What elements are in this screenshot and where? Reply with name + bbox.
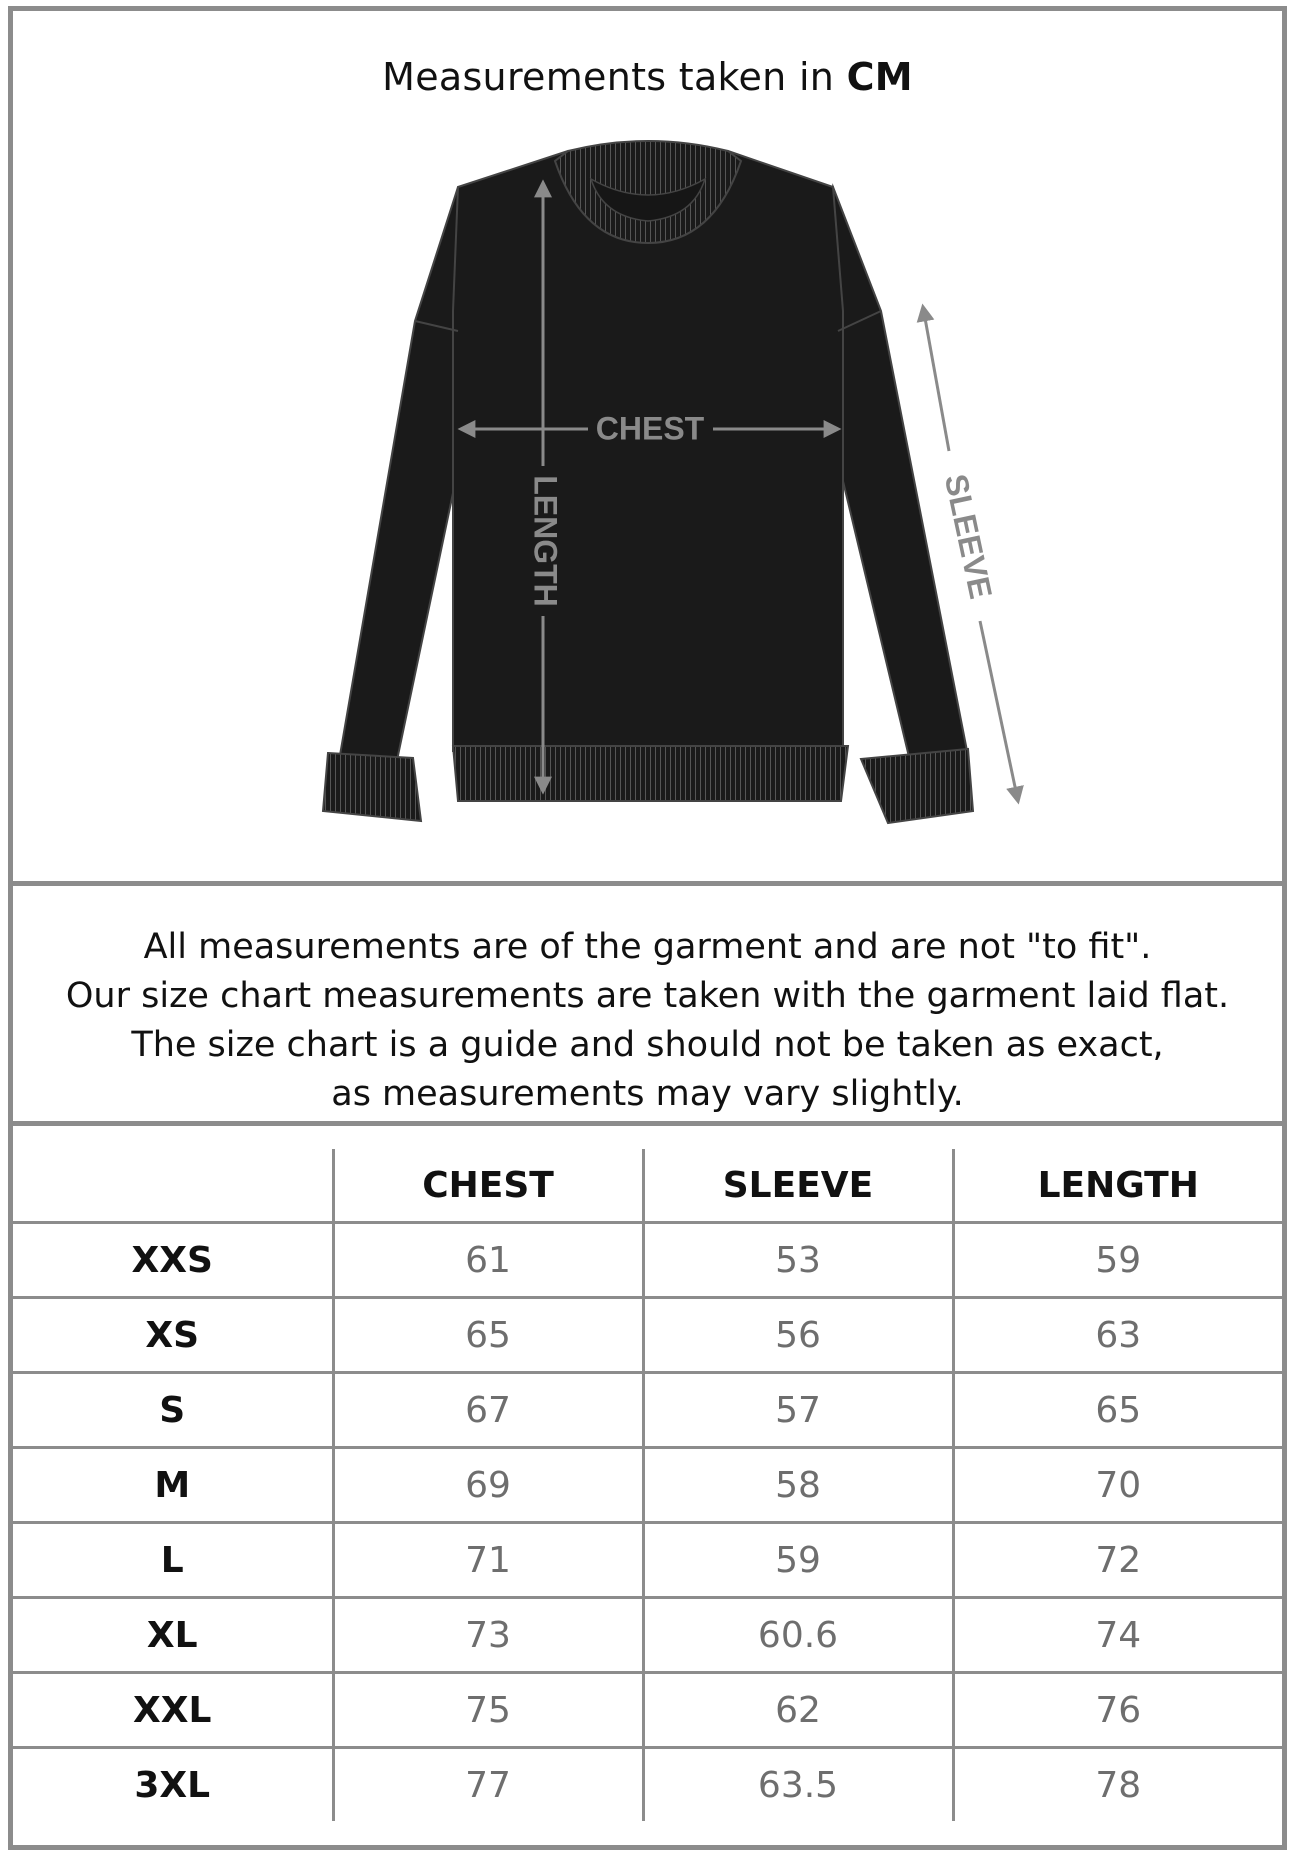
size-cell: L: [13, 1523, 333, 1598]
length-cell: 78: [953, 1748, 1282, 1822]
section-divider: [13, 1121, 1282, 1126]
header-length: LENGTH: [953, 1149, 1282, 1223]
sleeve-cell: 57: [643, 1373, 953, 1448]
size-cell: 3XL: [13, 1748, 333, 1822]
note-line: as measurements may vary slightly.: [331, 1074, 964, 1114]
length-cell: 76: [953, 1673, 1282, 1748]
section-divider: [13, 881, 1282, 886]
chest-cell: 75: [333, 1673, 643, 1748]
chest-cell: 77: [333, 1748, 643, 1822]
size-cell: S: [13, 1373, 333, 1448]
garment-diagram-section: [13, 11, 1282, 891]
sleeve-cell: 59: [643, 1523, 953, 1598]
chest-label: CHEST: [595, 410, 705, 447]
chest-cell: 69: [333, 1448, 643, 1523]
sleeve-cell: 63.5: [643, 1748, 953, 1822]
note-line: The size chart is a guide and should not be taken as exact,: [131, 1025, 1164, 1065]
measurement-notes: [13, 901, 1282, 1141]
chest-cell: 73: [333, 1598, 643, 1673]
length-label: LENGTH: [527, 475, 564, 607]
length-cell: 70: [953, 1448, 1282, 1523]
note-line: All measurements are of the garment and are not "to fit".: [143, 927, 1152, 967]
sweatshirt-body: [415, 141, 881, 801]
sleeve-cell: 58: [643, 1448, 953, 1523]
title-prefix: Measurements taken in: [382, 55, 835, 99]
chest-cell: 67: [333, 1373, 643, 1448]
table-row: [13, 1598, 1282, 1673]
sleeve-cell: 56: [643, 1298, 953, 1373]
size-cell: XXS: [13, 1223, 333, 1298]
table-row: [13, 1298, 1282, 1373]
length-cell: 65: [953, 1373, 1282, 1448]
table-row: [13, 1448, 1282, 1523]
length-cell: 59: [953, 1223, 1282, 1298]
sleeve-label: SLEEVE: [937, 470, 1000, 602]
note-line: Our size chart measurements are taken with the garment laid flat.: [65, 976, 1230, 1016]
length-cell: 72: [953, 1523, 1282, 1598]
size-cell: XL: [13, 1598, 333, 1673]
sleeve-cell: 53: [643, 1223, 953, 1298]
header-chest: CHEST: [333, 1149, 643, 1223]
size-cell: XXL: [13, 1673, 333, 1748]
size-cell: M: [13, 1448, 333, 1523]
chest-cell: 65: [333, 1298, 643, 1373]
size-table: [13, 1149, 1282, 1821]
size-chart-frame: [8, 6, 1287, 1850]
header-sleeve: SLEEVE: [643, 1149, 953, 1223]
table-row: [13, 1373, 1282, 1448]
table-header-row: [13, 1149, 1282, 1223]
chest-cell: 71: [333, 1523, 643, 1598]
title-unit: CM: [846, 55, 913, 99]
table-row: [13, 1223, 1282, 1298]
sleeve-cell: 60.6: [643, 1598, 953, 1673]
table-row: [13, 1673, 1282, 1748]
length-cell: 74: [953, 1598, 1282, 1673]
sleeve-cell: 62: [643, 1673, 953, 1748]
table-row: [13, 1748, 1282, 1822]
size-cell: XS: [13, 1298, 333, 1373]
table-row: [13, 1523, 1282, 1598]
length-cell: 63: [953, 1298, 1282, 1373]
sweatshirt-illustration: [13, 11, 1282, 891]
header-size: [13, 1149, 333, 1223]
chest-cell: 61: [333, 1223, 643, 1298]
